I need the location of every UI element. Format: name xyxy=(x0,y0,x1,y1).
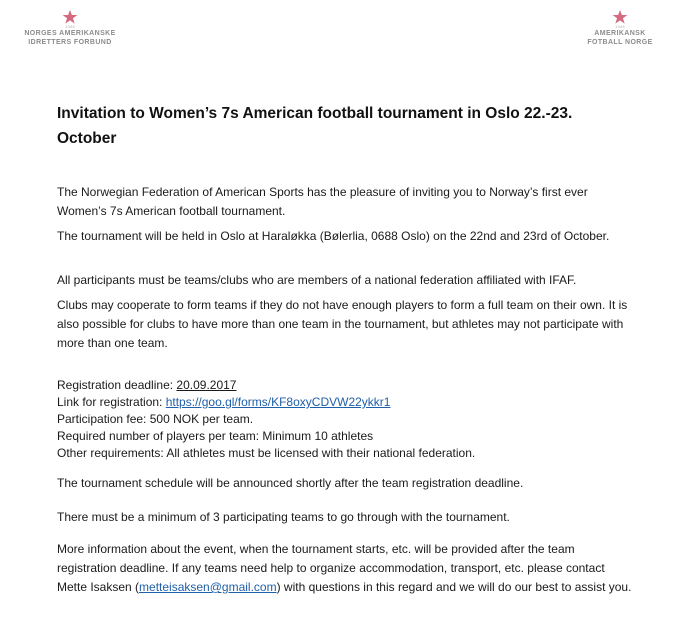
more-info-text: More information about the event, when the tournament starts, etc. will be provided after the team registration deadline. If any teams need help to organize accommodation, transport, etc. please contact Mette Isaksen ( xyxy=(57,542,605,594)
naif-logo xyxy=(12,10,128,47)
logo-line-1: NORGES AMERIKANSKE xyxy=(24,30,116,37)
logo-year: 1946 xyxy=(614,24,626,29)
more-info-text-end: ) with questions in this regard and we will do our best to assist you. xyxy=(276,580,632,594)
logo-line-2: FOTBALL NORGE xyxy=(587,39,653,46)
logo-year: 1946 xyxy=(64,24,76,29)
link-line xyxy=(57,394,475,411)
page-title: Invitation to Women’s 7s American football tournament in Oslo 22.-23. October xyxy=(57,105,573,147)
eligibility-paragraph: All participants must be teams/clubs who are members of a national federation affiliated with IFAF. xyxy=(57,273,577,287)
fee-line: Participation fee: 500 NOK per team. xyxy=(57,412,254,426)
registration-details xyxy=(57,377,475,462)
players-line: Required number of players per team: Minimum 10 athletes xyxy=(57,429,374,443)
star-icon xyxy=(612,10,628,24)
cooperation-paragraph: Clubs may cooperate to form teams if they do not have enough players to form a full team on their own. It is also possible for clubs to have more than one team in the tournament, but athletes may not participate with more than one team. xyxy=(57,298,628,350)
logo-line-2: IDRETTERS FORBUND xyxy=(28,39,112,46)
minimum-teams-paragraph: There must be a minimum of 3 participating teams to go through with the tournament. xyxy=(57,510,510,524)
other-requirements-line: Other requirements: All athletes must be licensed with their national federation. xyxy=(57,446,476,460)
intro-paragraph: The Norwegian Federation of American Sports has the pleasure of inviting you to Norway’s first ever Women’s 7s American football tournament. xyxy=(57,185,588,218)
star-icon xyxy=(62,10,78,24)
link-label: Link for registration: xyxy=(57,395,166,409)
schedule-paragraph: The tournament schedule will be announced shortly after the team registration deadline. xyxy=(57,476,524,490)
venue-paragraph: The tournament will be held in Oslo at Haraløkka (Bølerlia, 0688 Oslo) on the 22nd and 23rd of October. xyxy=(57,229,610,243)
deadline-label: Registration deadline: xyxy=(57,378,177,392)
deadline-line xyxy=(57,377,475,394)
contact-email-link[interactable]: metteisaksen@gmail.com xyxy=(139,580,277,594)
afn-logo xyxy=(570,10,670,47)
logo-line-1: AMERIKANSK xyxy=(594,30,646,37)
deadline-value: 20.09.2017 xyxy=(176,378,237,392)
registration-link[interactable]: https://goo.gl/forms/KF8oxyCDVW22ykkr1 xyxy=(165,395,391,409)
more-info-paragraph xyxy=(57,540,637,597)
